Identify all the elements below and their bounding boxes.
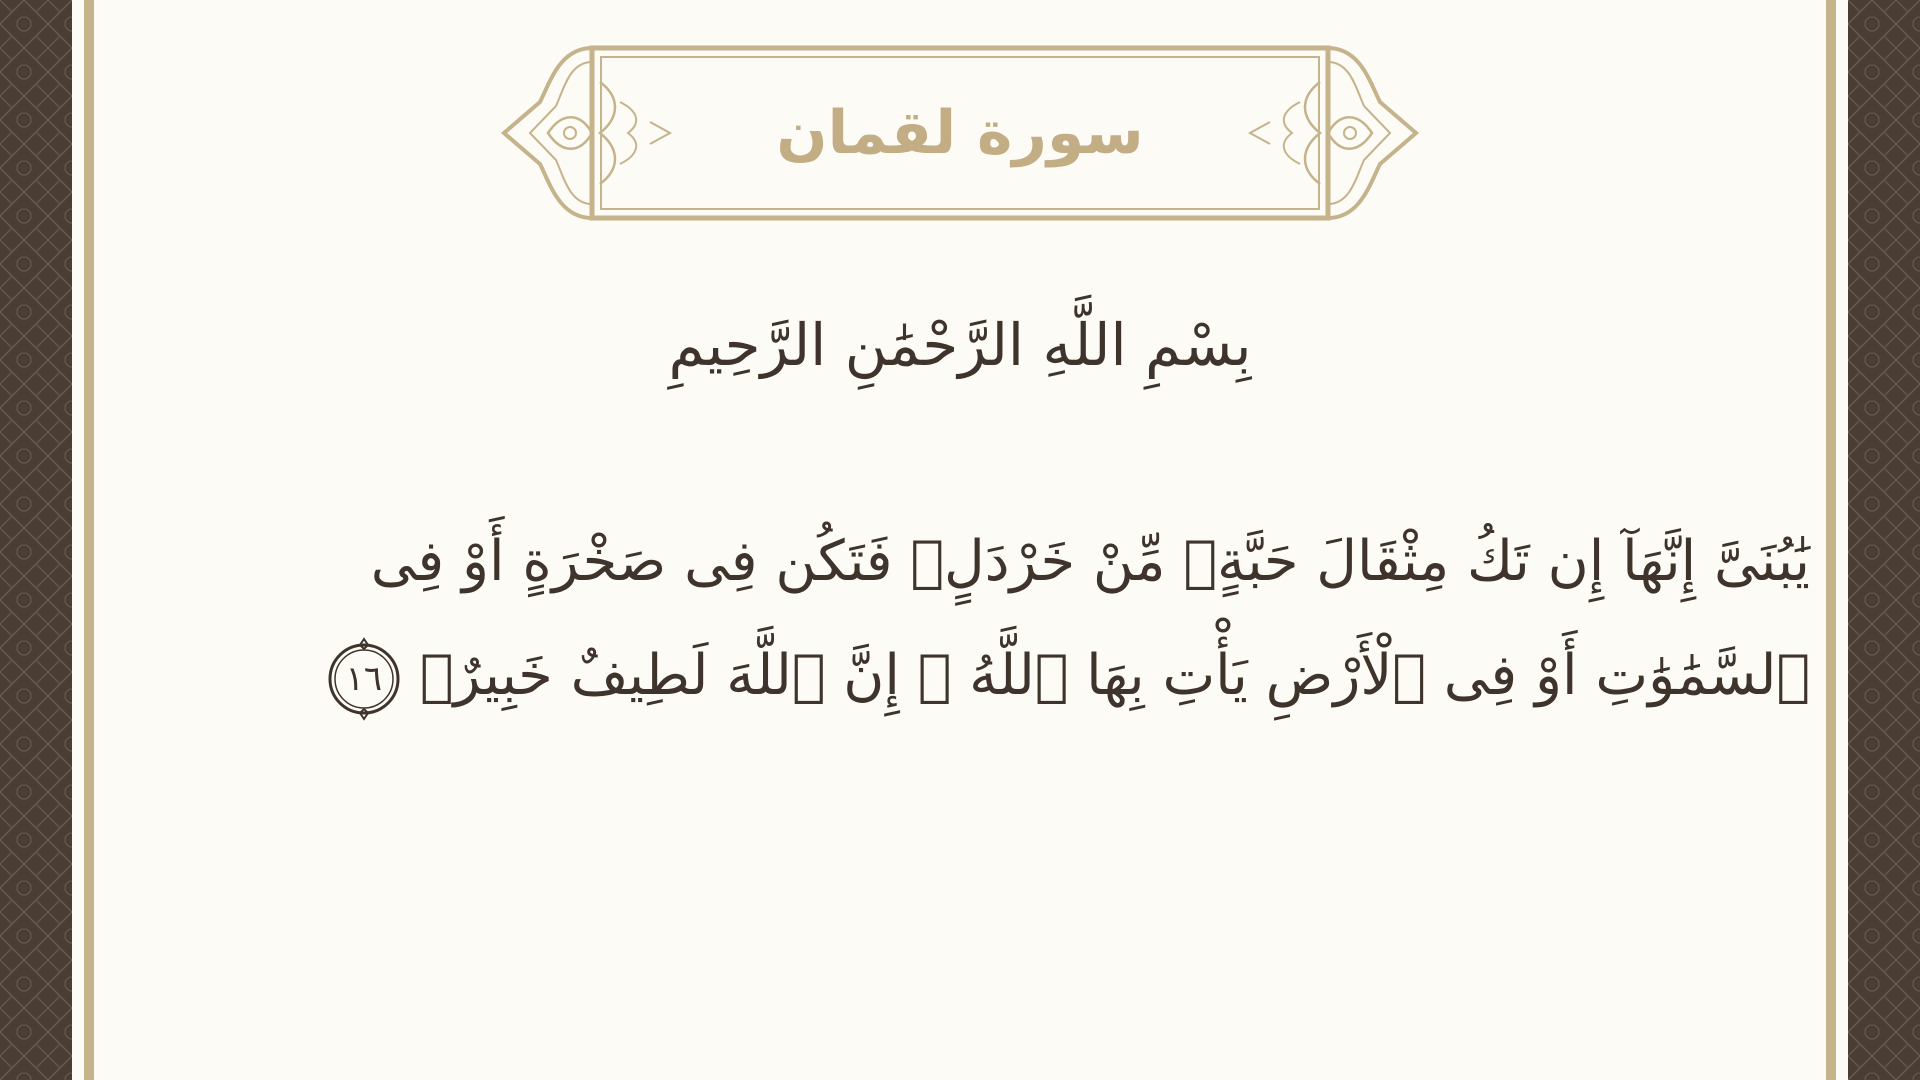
left-ornamental-border xyxy=(0,0,72,1080)
lattice-pattern-icon xyxy=(0,0,72,1080)
right-gold-rule xyxy=(1826,0,1836,1080)
right-ornamental-border xyxy=(1848,0,1920,1080)
ayah-number: ١٦ xyxy=(345,658,383,699)
surah-title: سورة لقمان xyxy=(776,98,1144,168)
surah-header xyxy=(500,42,1420,224)
left-gold-rule xyxy=(84,0,94,1080)
verse xyxy=(260,505,1810,733)
ayah-marker xyxy=(322,637,406,721)
verse-text: يَٰبُنَىَّ إِنَّهَآ إِن تَكُ مِثْقَالَ حَبَّةٍۢ مِّنْ خَرْدَلٍۢ فَتَكُن فِى صَخْرَةٍ أَوْ فِى ٱلسَّمَٰوَٰتِ أَوْ فِى ٱلْأَرْضِ يَأْتِ بِهَا ٱللَّهُ ۚ إِنَّ ٱللَّهَ لَطِيفٌ خَبِيرٌۭ xyxy=(370,529,1810,708)
lattice-pattern-icon xyxy=(1848,0,1920,1080)
basmala: بِسْمِ اللَّهِ الرَّحْمَٰنِ الرَّحِيمِ xyxy=(668,311,1252,379)
